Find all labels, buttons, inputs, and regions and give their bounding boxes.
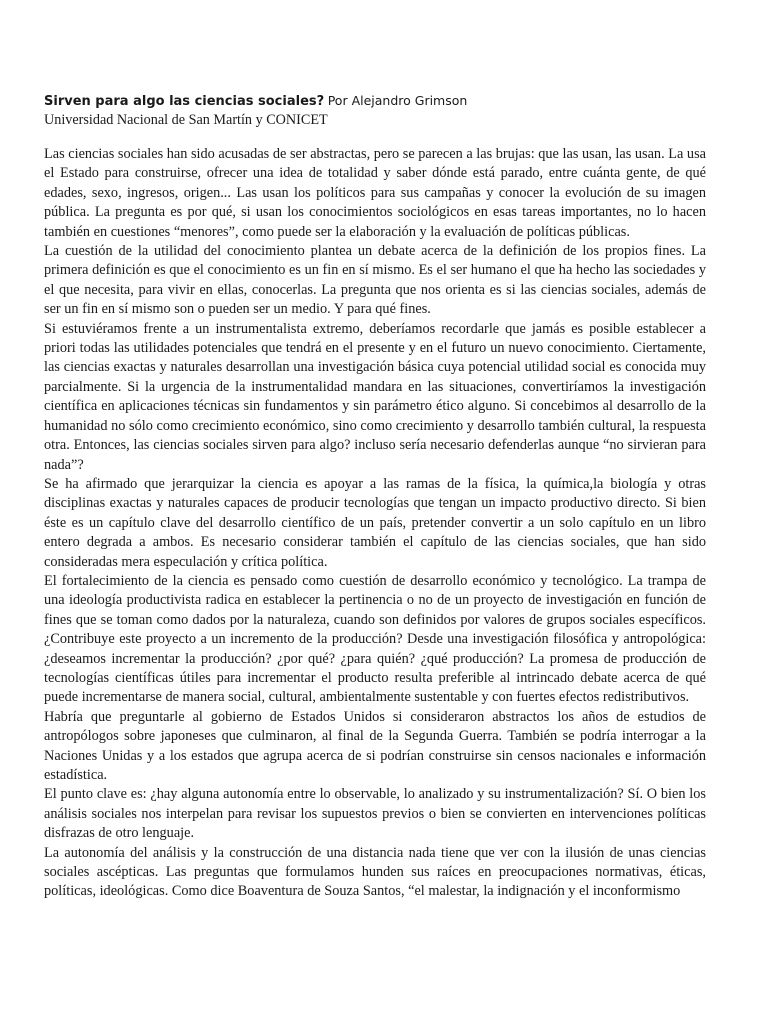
paragraph: Si estuviéramos frente a un instrumentalista extremo, deberíamos recordarle que jamás es posible establecer a priori todas las utilidades potenciales que tendrá en el presente y en el futuro un nuevo conocimiento. Ciertamente, las ciencias exactas y naturales desarrollan una investigación básica cuya potencial utilidad social es conocida muy parcialmente. Si la urgencia de la instrumentalidad mandara en las situaciones, convertiríamos la investigación científica en aplicaciones técnicas sin fundamentos y sin parámetro ético alguno. Si concebimos al desarrollo de la humanidad no sólo como crecimiento económico, sino como crecimiento y desarrollo también cultural, la respuesta otra. Entonces, las ciencias sociales sirven para algo? incluso sería necesario defenderlas aunque “no sirvieran para nada”? xyxy=(44,320,706,473)
paragraph: El punto clave es: ¿hay alguna autonomía entre lo observable, lo analizado y su instrumentalización? Sí. O bien los análisis sociales nos interpelan para revisar los supuestos previos o bien se convierten en intervenciones políticas disfrazas de otro lenguaje. xyxy=(44,786,706,842)
document-title: Sirven para algo las ciencias sociales? xyxy=(44,94,325,109)
title-line xyxy=(44,92,706,111)
document-heading xyxy=(44,92,706,129)
paragraph: La cuestión de la utilidad del conocimiento plantea un debate acerca de la definición de los propios fines. La primera definición es que el conocimiento es un fin en sí mismo. Es el ser humano el que ha hecho las sociedades y el que necesita, para vivir en ellas, conocerlas. La pregunta que nos orienta es si las ciencias sociales, además de ser un fin en sí mismo son o pueden ser un medio. Y para qué fines. xyxy=(44,243,706,318)
document-author: Por Alejandro Grimson xyxy=(327,93,468,108)
paragraph: Se ha afirmado que jerarquizar la ciencia es apoyar a las ramas de la física, la química,la biología y otras disciplinas exactas y naturales capaces de producir tecnologías que tengan un impacto productivo directo. Si bien éste es un capítulo clave del desarrollo científico de un país, pretender convertir a un solo capítulo en un libro entero degrada a ambos. Es necesario considerar también el capítulo de las ciencias sociales, que han sido consideradas mera especulación y crítica política. xyxy=(44,475,706,570)
paragraph: La autonomía del análisis y la construcción de una distancia nada tiene que ver con la ilusión de unas ciencias sociales ascépticas. Las preguntas que formulamos hunden sus raíces en preocupaciones normativas, éticas, políticas, ideológicas. Como dice Boaventura de Souza Santos, “el malestar, la indignación y el inconformismo xyxy=(44,844,706,900)
document-affiliation: Universidad Nacional de San Martín y CONICET xyxy=(44,112,328,128)
paragraph: Las ciencias sociales han sido acusadas de ser abstractas, pero se parecen a las brujas: que las usan, las usan. La usa el Estado para construirse, ofrecer una idea de totalidad y saber dónde está parado, entre cuánta gente, de qué edades, sexo, ingresos, origen... Las usan los políticos para sus campañas y conocer la evolución de su imagen pública. La pregunta es por qué, si usan los conocimientos sociológicos en esas tareas importantes, no lo hacen también en cuestiones “menores”, como puede ser la elaboración y la evaluación de políticas públicas. xyxy=(44,146,706,240)
document-body xyxy=(44,145,706,902)
paragraph: Habría que preguntarle al gobierno de Estados Unidos si consideraron abstractos los años de estudios de antropólogos sobre japoneses que culminaron, al final de la Segunda Guerra. También se podría interrogar a la Naciones Unidas y a los estados que agrupa acerca de si podrían construirse sin censos nacionales e información estadística. xyxy=(44,708,706,783)
paragraph: El fortalecimiento de la ciencia es pensado como cuestión de desarrollo económico y tecnológico. La trampa de una ideología productivista radica en establecer la pertinencia o no de un proyecto de investigación en función de fines que se toman como dados por la naturaleza, cuando son definidos por valores de grupos sociales específicos. ¿Contribuye este proyecto a un incremento de la producción? Desde una investigación filosófica y antropológica: ¿deseamos incrementar la producción? ¿por qué? ¿para quién? ¿qué producción? La promesa de producción de tecnologías científicas útiles para incrementar el producto resulta preferible al intrincado debate acerca de qué puede incrementarse de manera social, cultural, ambientalmente sustentable y con fuertes efectos redistributivos. xyxy=(44,572,706,706)
